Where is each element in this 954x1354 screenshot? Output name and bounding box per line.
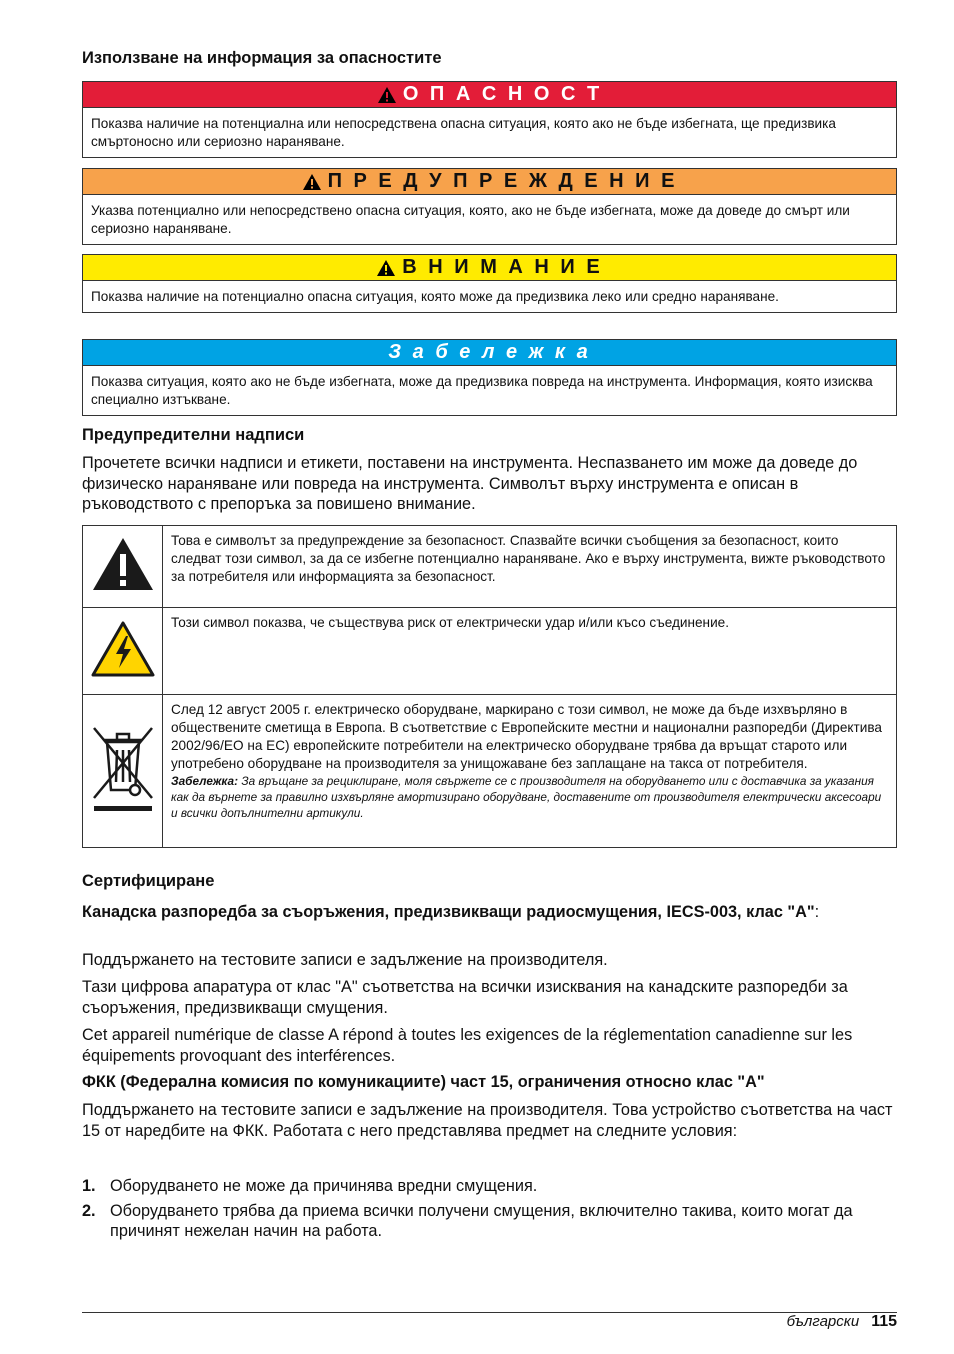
warning-header — [83, 169, 896, 195]
canada-heading — [82, 902, 897, 923]
symbol-description — [163, 695, 897, 848]
canada-heading-colon: : — [814, 903, 820, 921]
caution-header — [83, 255, 896, 281]
warning-triangle-icon — [302, 173, 322, 191]
note-text: За връщане за рециклиране, моля свържете се с производителя на оборудването или с доставчика за указания как да върнете за правилно изхвърляне амортизирано оборудване, доставените от производителя електрически аксесоари и всички допълнителни артикули. — [171, 774, 882, 820]
weee-text: След 12 август 2005 г. електрическо оборудване, маркирано с този символ, не може да бъде изхвърляно в обществените сметища в Европа. В съответствие с Европейските местни и национални разпоредби (Директива 2002/96/EO на ЕС) европейските потребители на електрическо оборудване трябва да връщат старото или употребено оборудване на производителя за унищожаване без заплащане на такса от потребителя. — [171, 702, 882, 771]
cert-paragraph-1: Поддържането на тестовите записи е задължение на производителя. — [82, 951, 608, 969]
danger-header — [83, 82, 896, 108]
cert-paragraph-2: Тази цифрова апаратура от клас "A" съответства на всички изисквания на канадските разпоредби за съоръжения, предизвикващи смущения. — [82, 978, 848, 1017]
symbol-description: Този символ показва, че съществува риск от електрически удар и/или късо съединение. — [163, 608, 897, 695]
notice-label: З а б е л е ж к а — [388, 341, 591, 363]
warning-label: П Р Е Д У П Р Е Ж Д Е Н И Е — [327, 170, 678, 192]
footer-divider — [82, 1312, 897, 1313]
table-row — [83, 608, 897, 695]
section-heading-labels: Предупредителни надписи — [82, 426, 305, 444]
caution-text: Показва наличие на потенциално опасна ситуация, която може да предизвика леко или средно нараняване. — [91, 289, 779, 304]
symbol-cell — [83, 695, 163, 848]
list-number: 1. — [82, 1177, 96, 1195]
canada-heading-text: Канадска разпоредба за съоръжения, предизвикващи радиосмущения, IECS-003, клас "A" — [82, 903, 815, 921]
notice-header — [83, 340, 896, 366]
list-item — [82, 1176, 897, 1197]
weee-note — [171, 773, 888, 821]
notice-text: Показва ситуация, която ако не бъде избегната, може да предизвика повреда на инструмента. Информация, която изисква специално изтъкване. — [91, 374, 873, 407]
warning-text: Указва потенциално или непосредствено опасна ситуация, която, ако не бъде избегната, може да доведе до смърт или сериозно нараняване. — [91, 203, 850, 236]
warning-box — [82, 168, 897, 245]
symbols-table — [82, 525, 897, 848]
danger-label: О П А С Н О С Т — [402, 83, 603, 105]
cert-paragraph-4: Поддържането на тестовите записи е задължение на производителя. Това устройство съответства на част 15 от наредбите на ФКК. Работата с него представлява предмет на следните условия: — [82, 1101, 893, 1140]
list-item — [82, 1201, 897, 1242]
warning-triangle-icon — [376, 259, 396, 277]
list-text: Оборудването трябва да приема всички получени смущения, включително такива, които могат да причинят нежелан начин на работа. — [110, 1201, 853, 1240]
caution-box — [82, 254, 897, 313]
list-number: 2. — [82, 1201, 96, 1220]
section-heading-certification: Сертифициране — [82, 872, 215, 890]
list-text: Оборудването не може да причинява вредни смущения. — [110, 1177, 538, 1195]
symbol-cell — [83, 608, 163, 695]
table-row — [83, 695, 897, 848]
warning-triangle-icon — [91, 536, 155, 592]
cert-paragraph-3: Cet appareil numérique de classe A répond à toutes les exigences de la réglementation canadienne sur les équipements provoquant des interférences. — [82, 1026, 853, 1065]
danger-text: Показва наличие на потенциална или непосредствена опасна ситуация, която ако не бъде избегната, ще предизвика смъртоносно или сериозно нараняване. — [91, 116, 836, 149]
warning-triangle-icon — [377, 86, 397, 104]
table-row — [83, 526, 897, 608]
footer-language: български — [786, 1313, 860, 1330]
page-number: 115 — [871, 1313, 897, 1330]
section-heading-hazard-info: Използване на информация за опасностите — [82, 49, 442, 67]
fcc-heading: ФКК (Федерална комисия по комуникациите) част 15, ограничения относно клас "A" — [82, 1073, 765, 1091]
electrical-hazard-icon — [90, 620, 156, 678]
danger-box — [82, 81, 897, 158]
labels-intro: Прочетете всички надписи и етикети, поставени на инструмента. Неспазването им може да доведе до физическо нараняване или повреда на инструмента. Символът върху инструмента е описан в ръководството с препоръка за повишено внимание. — [82, 454, 858, 513]
weee-crossed-bin-icon — [90, 724, 156, 814]
symbol-description: Това е символът за предупреждение за безопасност. Спазвайте всички съобщения за безопасност, които следват този символ, за да се избегне потенциално нараняване. Ако е върху инструмента, вижте ръководството за потребителя или информацията за безопасност. — [163, 526, 897, 608]
conditions-list — [82, 1176, 897, 1246]
caution-label: В Н И М А Н И Е — [402, 256, 603, 278]
note-label: Забележка: — [171, 774, 239, 788]
notice-box — [82, 339, 897, 416]
symbol-cell — [83, 526, 163, 608]
page-footer — [787, 1313, 897, 1331]
